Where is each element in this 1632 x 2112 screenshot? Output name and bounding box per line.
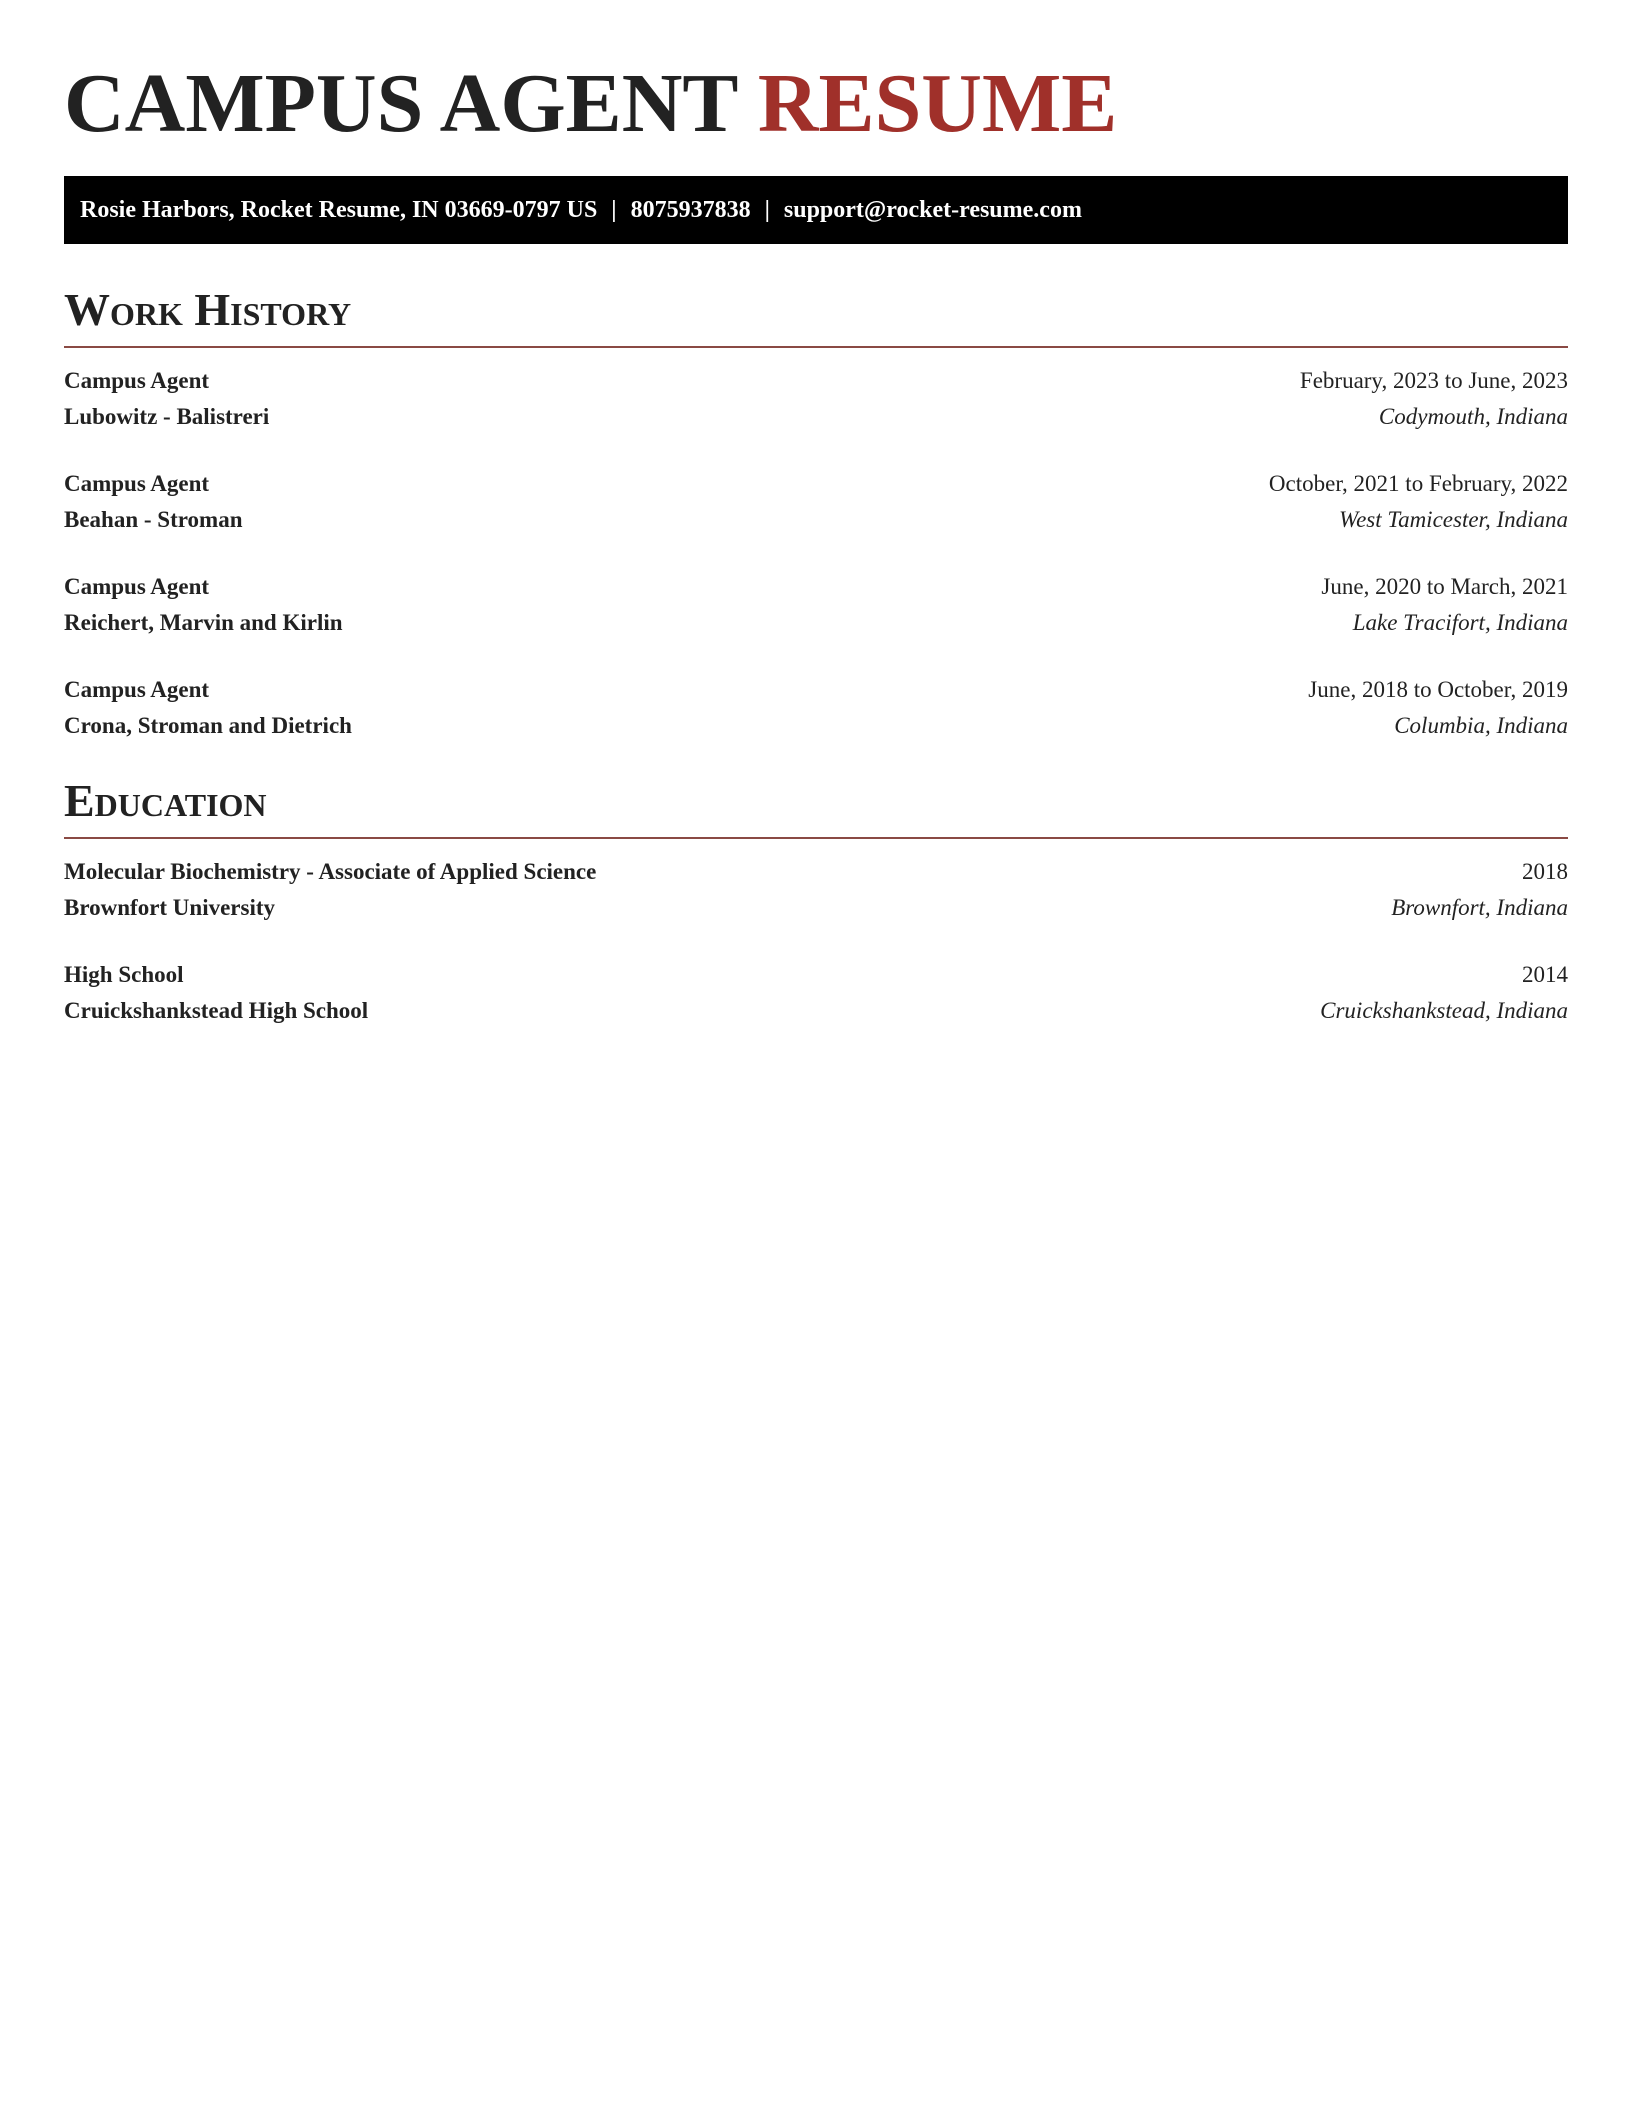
work-entry [64,672,1568,744]
contact-separator: | [611,197,617,223]
education-location: Cruickshankstead, Indiana [1320,998,1568,1023]
work-entry [64,466,1568,538]
education-degree: High School [64,962,184,987]
contact-address: Rosie Harbors, Rocket Resume, IN 03669-0797 US [80,197,598,223]
education-school: Cruickshankstead High School [64,998,369,1023]
education-school: Brownfort University [64,895,276,920]
work-history-heading: Work History [64,284,352,335]
job-company: Beahan - Stroman [64,507,243,532]
job-dates: June, 2018 to October, 2019 [1308,677,1568,702]
job-dates: October, 2021 to February, 2022 [1268,471,1568,496]
contact-bar [64,176,1568,244]
job-location: Columbia, Indiana [1394,713,1568,738]
work-entry [64,569,1568,641]
job-company: Crona, Stroman and Dietrich [64,713,352,738]
job-location: Codymouth, Indiana [1378,404,1568,429]
education-divider [64,837,1568,839]
job-title: Campus Agent [64,677,210,702]
job-title: Campus Agent [64,368,210,393]
job-title: Campus Agent [64,574,210,599]
education-location: Brownfort, Indiana [1391,895,1568,920]
resume-title [64,56,1117,152]
job-location: Lake Tracifort, Indiana [1352,610,1568,635]
title-main: CAMPUS AGENT [64,57,737,150]
education-entry [64,957,1568,1029]
education-degree: Molecular Biochemistry - Associate of Applied Science [64,859,597,884]
education-year: 2014 [1522,962,1568,987]
job-company: Lubowitz - Balistreri [64,404,270,429]
job-location: West Tamicester, Indiana [1339,507,1568,532]
education-entry [64,854,1568,926]
title-accent: RESUME [757,57,1118,150]
job-dates: June, 2020 to March, 2021 [1321,574,1568,599]
contact-email: support@rocket-resume.com [783,197,1082,223]
job-company: Reichert, Marvin and Kirlin [64,610,343,635]
work-history-divider [64,346,1568,348]
work-entry [64,363,1568,435]
job-dates: February, 2023 to June, 2023 [1299,368,1568,393]
job-title: Campus Agent [64,471,210,496]
education-heading: Education [64,775,267,826]
contact-separator: | [764,197,770,223]
contact-phone: 8075937838 [630,197,751,223]
education-year: 2018 [1522,859,1568,884]
